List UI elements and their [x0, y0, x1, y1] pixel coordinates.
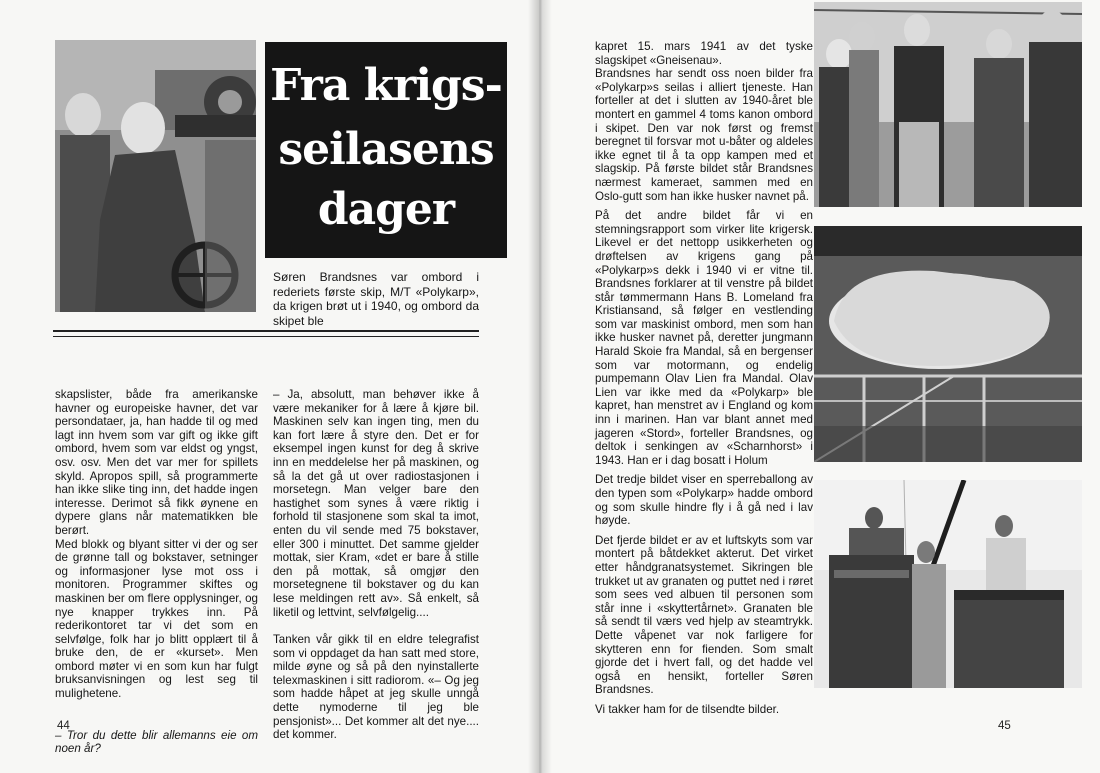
article-title [265, 42, 507, 258]
interview-question: – Tror du dette blir allemanns eie om noen år? [55, 728, 258, 756]
left-page [0, 0, 540, 773]
title-line-3: dager [317, 184, 455, 235]
photo-anti-aircraft-turret [814, 480, 1082, 688]
column-1-text [55, 388, 258, 756]
section-divider-top [53, 330, 479, 332]
photo-crew-on-deck [814, 2, 1082, 207]
column-1-paragraph: skapslister, både fra amerikanske havner og europeiske havner, det var persondataer, ja, han hadde til og med lagt inn hvem som var gift og ikke gift ombord, hvem som var eldst og yngst, osv. osv. Men det var mer for spillets skyld. Apropos spill, så programmerte han ikke slike ting inn, det hadde ingen interesse. Derimot så fikk øynene en dypere glans når matematikken ble berørt. [55, 388, 258, 537]
section-divider-bottom [53, 336, 479, 337]
page-gutter-shadow [528, 0, 552, 773]
right-paragraph: Det tredje bildet viser en sperreballong av den typen som «Polykarp» hadde ombord og som skulle hindre fly i å gå ned i lav høyde. [595, 473, 813, 528]
right-paragraph: Det fjerde bildet er av et luftskyts som var montert på båtdekket akterut. Det virket etter håndgranatsystemet. Sikringen ble trukket ut av granaten og puttet ned i røret som sees ved albuen til personen som står inne i «skyttertårnet». Granaten ble så sendt til værs ved hjelp av steamtrykk. Dette våpenet var nok farligere for skytteren enn for fienden. Som smalt gjorde det i hvert fall, og det hadde vel også en hensikt, forteller Søren Brandsnes. [595, 533, 813, 697]
column-1-paragraph: Med blokk og blyant sitter vi der og ser de grønne tall og bokstaver, setninger og informasjoner lyse mot oss i monitoren. Programmer skiftes og maskinen ber om flere opplysninger, og nye knapper trykkes inn. På rederikontoret tar vi det som en selvfølge, folk har jo blitt opplært til å bruke den, de er «kurset». Men ombord møter vi en som kun har fulgt bruksanvisningen og lest seg til mulighetene. [55, 537, 258, 701]
title-line-1: Fra krigs- [270, 60, 502, 111]
photo-two-sailors-with-gun [55, 40, 256, 312]
column-2-paragraph: Tanken vår gikk til en eldre telegrafist som vi oppdaget da han satt med store, milde øyne og så på den nyinstallerte telexmaskinen i sitt radiorom. «– Og jeg som hadde håpet at jeg skulle unngå dette nymoderne til jeg ble pensjonist»... Det kommer alt det nye.... det kommer. [273, 633, 479, 742]
column-2-text [273, 388, 479, 742]
title-line-2: seilasens [278, 124, 494, 175]
photo-barrage-balloon [814, 226, 1082, 462]
page-number-left: 44 [57, 720, 70, 732]
article-intro: Søren Brandsnes var ombord i rederiets første skip, M/T «Polykarp», da krigen brøt ut i 1940, og ombord da skipet ble [273, 270, 479, 328]
right-paragraph: På det andre bildet får vi en stemningsrapport som virker lite krigersk. Likevel er det nettopp usikkerheten og drøftelsen av krigens gang på «Polykarp»s dekk i 1940 vi er vitne til. Brandsnes forklarer at til venstre på bildet står tømmermann Hans B. Lomeland fra Kristiansand, så følger en vestlending som var maskinist ombord, men som han ikke husker navnet på, deretter jungmann Harald Skoie fra Mandal, så en bergenser som var motormann, og endelig pumpemann Olav Lien fra Mandal. Olav Lien var ikke med da «Polykarp» ble kapret, han menstret av i England og kom inn i marinen. Han var blant annet med jageren «Stord», forteller Brandsnes, og deltok i senkingen av «Scharnhorst» i 1943. Han er i dag bosatt i Holum [595, 209, 813, 467]
right-column-text [595, 40, 813, 717]
right-paragraph: kapret 15. mars 1941 av det tyske slagskipet «Gneisenau». [595, 40, 813, 67]
page-number-right: 45 [998, 720, 1011, 732]
right-page [540, 0, 1100, 773]
right-paragraph: Brandsnes har sendt oss noen bilder fra «Polykarp»s seilas i alliert tjeneste. Han forteller at det i slutten av 1940-året ble montert en gammel 4 toms kanon ombord i skipet. Den var nok først og fremst beregnet til forsvar mot u-båter og aldeles ikke egnet til å ta opp kampen med et slagskip. På første bildet står Brandsnes nærmest kameraet, sammen med en Oslo-gutt som han ikke husker navnet på. [595, 67, 813, 203]
column-2-paragraph: – Ja, absolutt, man behøver ikke å være mekaniker for å lære å kjøre bil. Maskinen selv kan ingen ting, men du kan fort lære å styre den. Det er for eksempel ingen kunst for deg å skrive inn en meddelelse her på maskinen, og så la det gå ut over radiostasjonen i morsetegn. Man velger bare den hastighet som synes å være riktig i forhold til stasjonene som skal ta imot, enten du vil sende med 75 bokstaver, eller 300 i minuttet. Det samme gjelder mottak, sier Kram, «det er bare å stille den på mottak, så omgjør den morsetegnene til bokstaver og du kan lese meldingen rett av». Så enkelt, så liketil og lettvint, selvfølgelig.... [273, 388, 479, 619]
right-paragraph: Vi takker ham for de tilsendte bilder. [595, 702, 780, 716]
